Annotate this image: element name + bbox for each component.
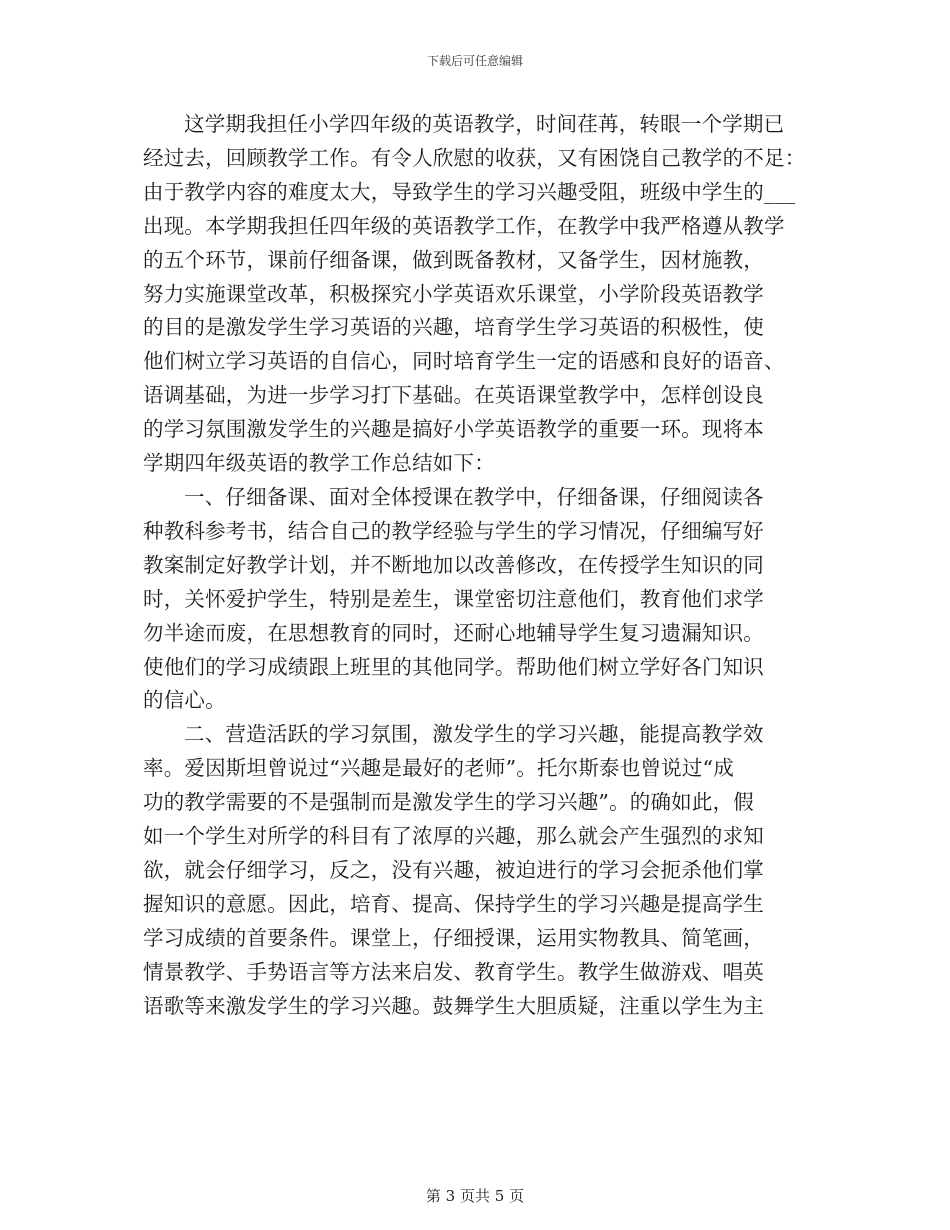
text-line: 出现。本学期我担任四年级的英语教学工作，在教学中我严格遵从教学 (143, 213, 785, 238)
document-body (143, 108, 807, 1023)
text-line: 勿半途而废，在思想教育的同时，还耐心地辅导学生复习遗漏知识。 (143, 620, 764, 645)
text-line: 如一个学生对所学的科目有了浓厚的兴趣，那么就会产生强烈的求知 (143, 824, 764, 849)
text-line: 学期四年级英语的教学工作总结如下： (143, 451, 495, 476)
text-line: 这学期我担任小学四年级的英语教学，时间荏苒，转眼一个学期已 (184, 112, 785, 136)
text-line: 的学习氛围激发学生的兴趣是搞好小学英语教学的重要一环。现将本 (143, 417, 764, 442)
text-line: 经过去，回顾教学工作。有令人欣慰的收获，又有困饶自己教学的不足： (143, 145, 806, 170)
text-line: 的信心。 (143, 688, 226, 713)
text-line: 握知识的意愿。因此，培育、提高、保持学生的学习兴趣是提高学生 (143, 891, 764, 916)
text-line: 功的教学需要的不是强制而是激发学生的学习兴趣”。的确如此，假 (143, 790, 754, 815)
text-line: 语调基础，为进一步学习打下基础。在英语课堂教学中，怎样创设良 (143, 383, 764, 408)
paragraph-section-two (143, 718, 807, 1023)
page-header: 下载后可任意编辑 (426, 54, 523, 68)
text-line: 学习成绩的首要条件。课堂上，仔细授课，运用实物教具、简笔画， (143, 925, 764, 950)
text-line: 语歌等来激发学生的学习兴趣。鼓舞学生大胆质疑，注重以学生为主 (143, 993, 764, 1018)
paragraph-section-one (143, 481, 807, 718)
text-line: 种教科参考书，结合自己的教学经验与学生的学习情况，仔细编写好 (143, 518, 764, 543)
text-line: 的五个环节，课前仔细备课，做到既备教材，又备学生，因材施教， (143, 247, 764, 272)
text-line: 欲，就会仔细学习，反之，没有兴趣，被迫进行的学习会扼杀他们掌 (143, 857, 764, 882)
page-footer-page-number: 第 3 页共 5 页 (425, 1187, 525, 1205)
text-line: 由于教学内容的难度太大，导致学生的学习兴趣受阻，班级中学生的___ (143, 179, 796, 204)
text-line: 的目的是激发学生学习英语的兴趣，培育学生学习英语的积极性，使 (143, 315, 764, 340)
text-line: 他们树立学习英语的自信心，同时培育学生一定的语感和良好的语音、 (143, 349, 785, 374)
text-line: 努力实施课堂改革，积极探究小学英语欢乐课堂，小学阶段英语教学 (143, 281, 764, 306)
text-line: 使他们的学习成绩跟上班里的其他同学。帮助他们树立学好各门知识 (143, 654, 764, 679)
text-line: 二、营造活跃的学习氛围，激发学生的学习兴趣，能提高教学效 (184, 722, 764, 747)
text-line: 率。爱因斯坦曾说过“兴趣是最好的老师”。托尔斯泰也曾说过“成 (143, 756, 734, 781)
paragraph-intro (143, 108, 807, 481)
text-line: 一、仔细备课、面对全体授课在教学中，仔细备课，仔细阅读各 (184, 484, 764, 509)
text-line: 教案制定好教学计划，并不断地加以改善修改，在传授学生知识的同 (143, 552, 764, 577)
text-line: 时，关怀爱护学生，特别是差生，课堂密切注意他们，教育他们求学 (143, 586, 764, 611)
text-line: 情景教学、手势语言等方法来启发、教育学生。教学生做游戏、唱英 (143, 959, 764, 984)
